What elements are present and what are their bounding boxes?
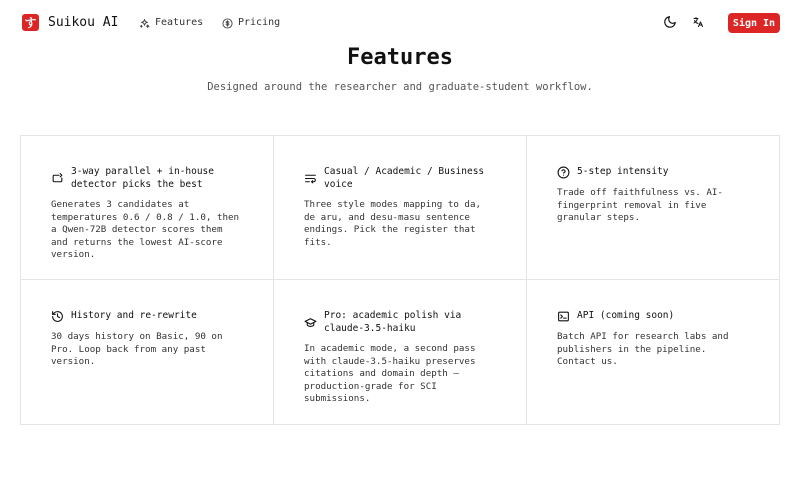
nav-link-features-label: Features: [155, 17, 204, 28]
feature-description: Batch API for research labs and publishers in the pipeline. Contact us.: [557, 331, 729, 367]
feature-card: [21, 280, 274, 424]
feature-card: [527, 136, 779, 280]
feature-description: Generates 3 candidates at temperatures 0.6 / 0.8 / 1.0, then a Qwen-72B detector scores them and returns the lowest AI-score version.: [51, 199, 240, 260]
feature-card-header: [304, 166, 496, 191]
sparkles-icon: [139, 18, 150, 29]
nav-link-pricing[interactable]: [222, 16, 280, 30]
feature-card: [274, 280, 527, 424]
feature-title: Casual / Academic / Business voice: [324, 166, 485, 190]
feature-title: API (coming soon): [577, 310, 675, 322]
language-toggle-button[interactable]: [690, 14, 706, 30]
features-grid: [20, 135, 780, 425]
feature-title: Pro: academic polish via claude-3.5-haiku: [324, 310, 462, 334]
feature-description: In academic mode, a second pass with claude-3.5-haiku preserves citations and domain depth — production-grade for SCI submissions.: [304, 343, 476, 404]
graduation-cap-icon: [304, 316, 317, 329]
feature-card-header: [51, 310, 243, 323]
feature-title: History and re-rewrite: [71, 310, 197, 322]
feature-card-header: [304, 310, 496, 335]
feature-card: [274, 136, 527, 280]
wrap-text-icon: [304, 172, 317, 185]
top-nav: [0, 0, 800, 46]
feature-title: 5-step intensity: [577, 166, 669, 178]
translate-icon: [692, 16, 704, 28]
terminal-icon: [557, 310, 570, 323]
feature-description: Three style modes mapping to da, de aru, and desu-masu sentence endings. Pick the register that fits.: [304, 199, 482, 248]
feature-title: 3-way parallel + in-house detector picks the best: [71, 166, 214, 190]
history-icon: [51, 310, 64, 323]
feature-description: Trade off faithfulness vs. AI-fingerprint removal in five granular steps.: [557, 187, 723, 223]
sign-in-button[interactable]: Sign In: [728, 13, 780, 33]
brand-name[interactable]: Suikou AI: [48, 15, 119, 30]
feature-card: [21, 136, 274, 280]
help-circle-icon: [557, 166, 570, 179]
refresh-icon: [51, 172, 64, 185]
feature-description: 30 days history on Basic, 90 on Pro. Loop back from any past version.: [51, 331, 223, 367]
page-title: Features: [347, 45, 453, 70]
page-subtitle: Designed around the researcher and graduate-student workflow.: [207, 81, 593, 93]
feature-card: [527, 280, 779, 424]
feature-card-header: [557, 166, 749, 179]
dollar-circle-icon: [222, 18, 233, 29]
feature-card-header: [51, 166, 243, 191]
nav-link-features[interactable]: [139, 16, 203, 30]
feature-card-header: [557, 310, 749, 323]
moon-icon: [663, 15, 677, 29]
logo-icon[interactable]: す: [22, 14, 39, 31]
theme-toggle-button[interactable]: [662, 14, 678, 30]
nav-link-pricing-label: Pricing: [238, 17, 281, 28]
